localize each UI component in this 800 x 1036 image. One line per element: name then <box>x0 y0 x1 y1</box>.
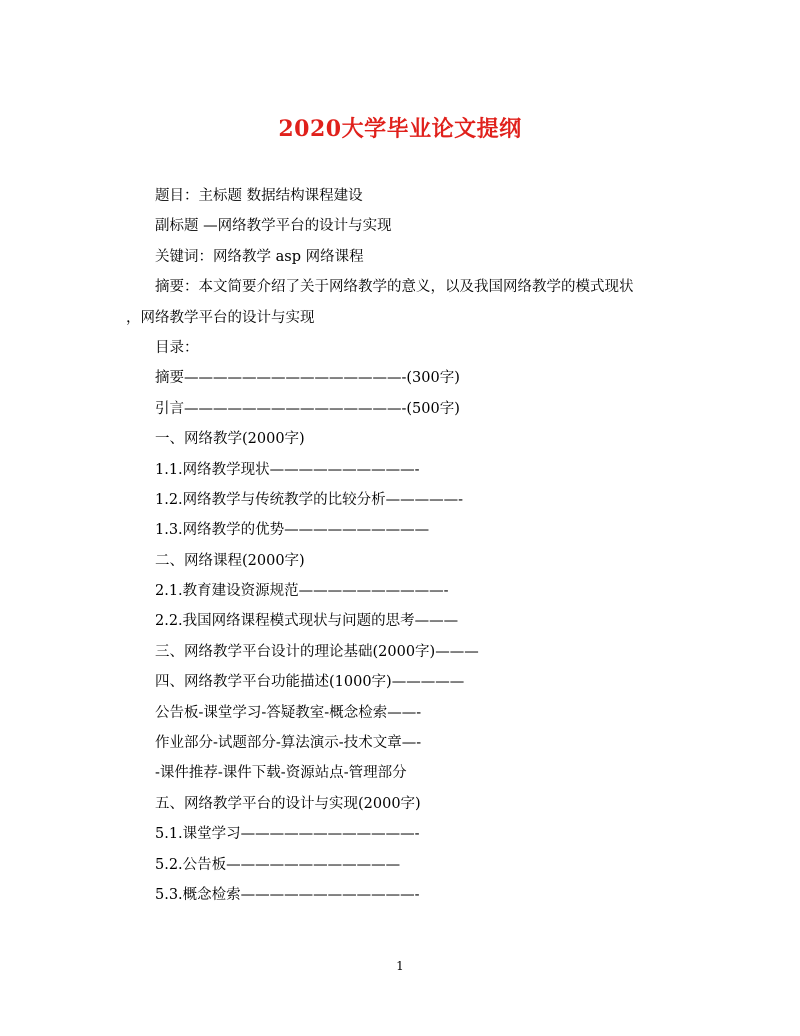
document-title: 2020大学毕业论文提纲 <box>278 116 522 142</box>
toc-item: 2.1.教育建设资源规范——————————- <box>155 583 449 600</box>
toc-item: 三、网络教学平台设计的理论基础(2000字)——— <box>155 643 479 660</box>
document-body <box>126 181 686 910</box>
subtitle-line: 副标题 —网络教学平台的设计与实现 <box>155 218 392 235</box>
toc-item: 1.2.网络教学与传统教学的比较分析—————- <box>155 491 464 508</box>
toc-item: 1.3.网络教学的优势—————————— <box>155 522 430 539</box>
keywords-line: 关键词：网络教学 asp 网络课程 <box>155 248 364 265</box>
toc-item: 摘要———————————————-(300字) <box>155 370 460 387</box>
toc-item: -课件推荐-课件下载-资源站点-管理部分 <box>155 765 407 782</box>
abstract-line: 摘要：本文简要介绍了关于网络教学的意义，以及我国网络教学的模式现状 <box>155 279 634 296</box>
toc-item: 二、网络课程(2000字) <box>155 552 305 569</box>
toc-item: 5.3.概念检索————————————- <box>155 886 420 903</box>
toc-item: 公告板-课堂学习-答疑教室-概念检索——- <box>155 704 422 721</box>
page-number: 1 <box>396 959 404 973</box>
toc-item: 五、网络教学平台的设计与实现(2000字) <box>155 795 421 812</box>
abstract-continuation-line: ，网络教学平台的设计与实现 <box>126 309 315 326</box>
toc-heading: 目录： <box>155 339 199 356</box>
toc-item: 作业部分-试题部分-算法演示-技术文章—- <box>155 735 422 752</box>
toc-item: 5.1.课堂学习————————————- <box>155 826 420 843</box>
toc-item: 2.2.我国网络课程模式现状与问题的思考——— <box>155 613 459 630</box>
toc-item: 一、网络教学(2000字) <box>155 431 305 448</box>
topic-line: 题目：主标题 数据结构课程建设 <box>155 188 363 204</box>
toc-item: 1.1.网络教学现状——————————- <box>155 461 420 478</box>
toc-item: 5.2.公告板———————————— <box>155 856 401 873</box>
toc-item: 引言———————————————-(500字) <box>155 400 460 417</box>
toc-item: 四、网络教学平台功能描述(1000字)————— <box>155 674 465 691</box>
